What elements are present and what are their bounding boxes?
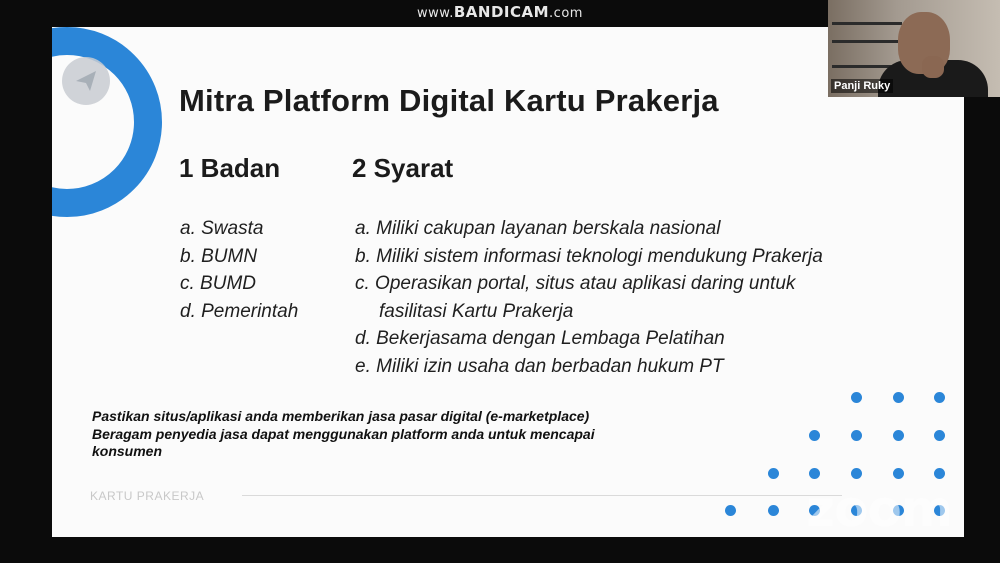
list-item: b. Miliki sistem informasi teknologi mendukung Prakerja [355, 245, 823, 267]
note-line: konsumen [92, 443, 163, 459]
slide-note [92, 408, 772, 461]
participant-hand [922, 56, 944, 78]
background-shelf [832, 40, 902, 43]
heading-syarat: 2 Syarat [352, 153, 454, 183]
footer-label: KARTU PRAKERJA [90, 489, 205, 503]
list-item: d. Pemerintah [180, 300, 299, 322]
list-item: c. Operasikan portal, situs atau aplikasi daring untuk [355, 273, 796, 294]
decorative-dot [893, 468, 904, 479]
decorative-dot [851, 468, 862, 479]
decorative-ring [52, 27, 162, 217]
badan-list [180, 215, 298, 325]
decorative-dot [809, 430, 820, 441]
note-line: Beragam penyedia jasa dapat menggunakan platform anda untuk mencapai [92, 425, 595, 442]
list-item: b. BUMN [180, 245, 258, 267]
list-item: a. Miliki cakupan layanan berskala nasional [355, 218, 721, 239]
decorative-dot [768, 468, 779, 479]
note-line: Pastikan situs/aplikasi anda memberikan jasa pasar digital (e-marketplace) [92, 408, 590, 424]
decorative-dot [851, 392, 862, 403]
participant-video[interactable] [828, 0, 1000, 97]
decorative-dot [893, 430, 904, 441]
bandicam-watermark: www.BANDICAM.com [417, 3, 583, 21]
logo-icon [62, 57, 110, 105]
list-item: c. BUMD [180, 273, 256, 294]
list-item: e. Miliki izin usaha dan berbadan hukum PT [355, 355, 724, 377]
list-item-continuation: fasilitasi Kartu Prakerja [379, 300, 574, 322]
decorative-dot [809, 468, 820, 479]
decorative-dot [768, 505, 779, 516]
decorative-dot [934, 430, 945, 441]
decorative-dot [725, 505, 736, 516]
zoom-watermark: zoom [806, 480, 952, 538]
footer-divider [242, 495, 842, 496]
decorative-dot [934, 468, 945, 479]
slide-title: Mitra Platform Digital Kartu Prakerja [179, 83, 719, 118]
syarat-list [355, 215, 955, 380]
heading-badan: 1 Badan [179, 153, 281, 183]
decorative-dot [851, 430, 862, 441]
participant-name-label: Panji Ruky [831, 79, 893, 93]
decorative-dot [934, 392, 945, 403]
background-shelf [832, 22, 902, 68]
decorative-dot [893, 392, 904, 403]
presentation-slide [52, 27, 964, 537]
list-item: d. Bekerjasama dengan Lembaga Pelatihan [355, 328, 725, 349]
list-item: a. Swasta [180, 218, 264, 239]
